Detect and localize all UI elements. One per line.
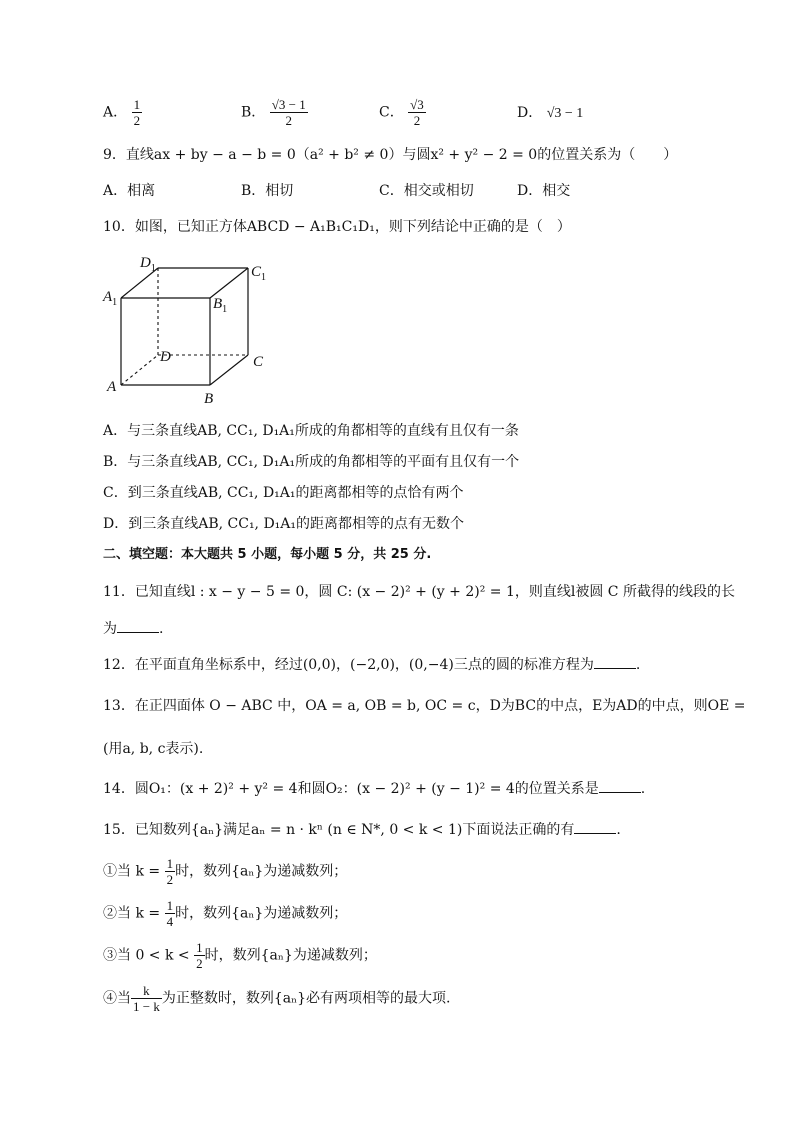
q10-stem: 10．如图，已知正方体ABCD − A₁B₁C₁D₁，则下列结论中正确的是（ ）: [103, 219, 571, 235]
q8-c-label: C．: [379, 104, 404, 121]
label-d1: $D_1$: [140, 255, 156, 274]
edge-b1-c1: [210, 268, 248, 298]
q15-s3-fraction: $\frac{1}{2}$: [196, 940, 203, 971]
q15-answer-blank[interactable]: [574, 821, 616, 834]
q15-s2-fraction: $\frac{1}{4}$: [166, 898, 174, 929]
q12-text: 12．在平面直角坐标系中，经过(0,0)，(−2,0)，(0,−4)三点的圆的标准方程为: [103, 657, 594, 673]
q15-stem: [103, 821, 621, 839]
q9-option-b: B．相切: [241, 183, 294, 199]
edge-b-c: [210, 355, 248, 385]
q12: [103, 656, 640, 674]
q11-line1: 11．已知直线l : x − y − 5 = 0，圆 C: (x − 2)² + (y + 2)² = 1，则直线l被圆 C 所截得的线段的长: [103, 584, 735, 600]
q9-option-d: D．相交: [517, 183, 571, 199]
q8-option-c: [379, 97, 426, 128]
q15-stem-suffix: .: [616, 822, 621, 838]
q14-suffix: .: [640, 781, 646, 797]
q8-a-fraction: $\frac{1}{2}$: [133, 97, 141, 128]
q15-s1-fraction: $\frac{1}{2}$: [166, 856, 174, 887]
q14-text: 14．圆O₁：(x + 2)² + y² = 4和圆O₂：(x − 2)² + (y − 1)² = 4的位置关系是: [103, 781, 599, 797]
q11-suffix: .: [159, 621, 164, 637]
q15-statement-1: ①当 k = $\frac{1}{2}$ 时，数列{aₙ}为递减数列；: [103, 856, 348, 887]
q14-answer-blank[interactable]: [599, 780, 641, 793]
q8-d-label: D．: [517, 105, 543, 121]
q9-option-a: A．相离: [103, 183, 156, 199]
q9-stem: 9．直线ax + by − a − b = 0（a² + b² ≠ 0）与圆x² + y² − 2 = 0的位置关系为（ ）: [103, 147, 678, 163]
q8-option-d: [517, 104, 583, 123]
q12-suffix: .: [635, 657, 641, 673]
q15-statement-2: ②当 k = $\frac{1}{4}$ 时，数列{aₙ}为递减数列；: [103, 898, 348, 929]
q10-option-a: A．与三条直线AB, CC₁, D₁A₁所成的角都相等的直线有且仅有一条: [103, 423, 519, 439]
label-b: B: [204, 391, 214, 407]
q8-b-label: B．: [241, 104, 266, 121]
label-b1: $B_1$: [213, 296, 228, 315]
q11-line2: [103, 620, 163, 638]
q11-prefix: 为: [103, 621, 117, 637]
q15-statement-4: ④当 $\frac{k}{1 - k}$ 为正整数时，数列{aₙ}必有两项相等的最大项.: [103, 983, 451, 1014]
edge-a-d-hidden: [121, 355, 158, 385]
q15-statement-3: ③当 0 < k < $\frac{1}{2}$ 时，数列{aₙ}为递减数列；: [103, 940, 377, 971]
q8-option-b: [241, 97, 308, 128]
q8-a-label: A．: [103, 104, 128, 121]
q8-c-fraction: $\frac{√3}{2}$: [410, 97, 424, 128]
q10-option-b: B．与三条直线AB, CC₁, D₁A₁所成的角都相等的平面有且仅有一个: [103, 454, 520, 470]
label-a1: $A_1$: [103, 289, 118, 308]
q15-s4-fraction: $\frac{k}{1 - k}$: [133, 983, 160, 1014]
q13-line1: 13．在正四面体 O − ABC 中，OA = a, OB = b, OC = c，D为BC的中点，E为AD的中点，则OE =: [103, 698, 746, 714]
q15-stem-text: 15．已知数列{aₙ}满足aₙ = n · kⁿ (n ∈ N*, 0 < k < 1)下面说法正确的有: [103, 822, 575, 838]
label-c1: $C_1$: [251, 264, 267, 283]
q8-option-a: [103, 97, 142, 128]
q9-option-c: C．相交或相切: [379, 183, 474, 199]
cube-figure: [100, 250, 290, 410]
q12-answer-blank[interactable]: [594, 656, 636, 669]
label-a: A: [107, 379, 117, 395]
q11-answer-blank[interactable]: [117, 620, 159, 633]
q13-line2: (用a, b, c表示).: [103, 741, 204, 757]
q10-option-d: D．到三条直线AB, CC₁, D₁A₁的距离都相等的点有无数个: [103, 516, 465, 532]
q10-option-c: C．到三条直线AB, CC₁, D₁A₁的距离都相等的点恰有两个: [103, 485, 464, 501]
q8-b-fraction: $\frac{√3 - 1}{2}$: [271, 97, 306, 128]
label-c: C: [253, 354, 264, 370]
section-fill-in-heading: 二、填空题：本大题共 5 小题，每小题 5 分，共 25 分.: [103, 547, 432, 562]
q14: [103, 780, 645, 798]
q8-d-value: √3 − 1: [546, 106, 584, 121]
label-d: D: [160, 349, 171, 365]
